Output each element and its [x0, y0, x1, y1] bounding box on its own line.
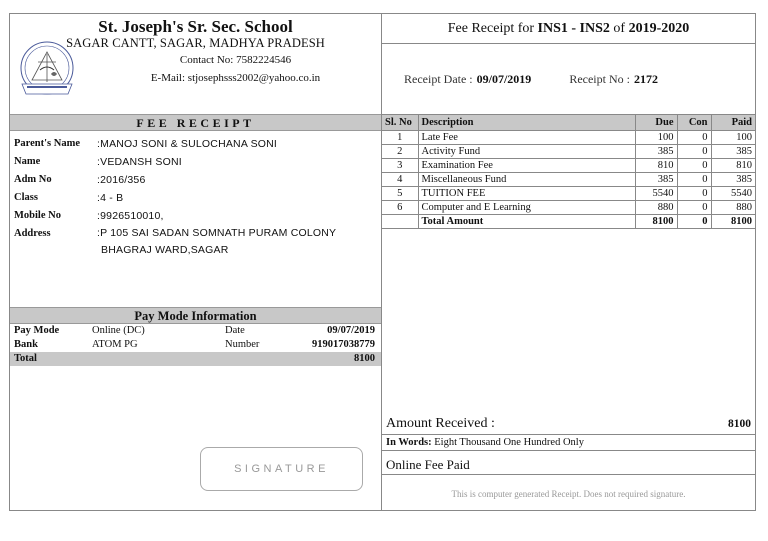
receipt-no-value: 2172 — [633, 71, 658, 86]
paid-status: Online Fee Paid — [382, 455, 755, 475]
table-cell: 2 — [382, 145, 418, 159]
column-header: Sl. No — [382, 115, 418, 131]
info-value: :9926510010, — [97, 210, 164, 222]
pay-mode-value: Online (DC) — [92, 325, 145, 336]
school-name: St. Joseph's Sr. Sec. School — [98, 17, 293, 36]
info-value: :2016/356 — [97, 174, 146, 186]
fee-items-table — [382, 114, 755, 229]
pay-mode-title: Pay Mode Information — [10, 307, 381, 324]
total-cell: 0 — [677, 215, 711, 229]
table-cell: Miscellaneous Fund — [418, 173, 635, 187]
total-cell: Total Amount — [418, 215, 635, 229]
table-total-row — [382, 215, 755, 229]
student-panel — [10, 14, 382, 510]
table-cell: 100 — [635, 131, 677, 145]
table-row — [382, 145, 755, 159]
amount-in-words — [382, 434, 755, 451]
table-cell: 1 — [382, 131, 418, 145]
table-cell: 3 — [382, 159, 418, 173]
table-cell: 385 — [635, 173, 677, 187]
table-cell: 5540 — [635, 187, 677, 201]
table-row — [382, 187, 755, 201]
info-key: Mobile No — [14, 210, 61, 221]
receipt-date-label: Receipt Date : — [404, 71, 473, 86]
student-info-row — [14, 135, 381, 153]
student-info-row — [14, 189, 381, 207]
pay-mode-row — [10, 324, 381, 338]
table-row — [382, 173, 755, 187]
student-info-row — [14, 225, 381, 259]
school-header — [10, 14, 381, 114]
table-cell: 0 — [677, 159, 711, 173]
bank-label: Bank — [14, 339, 38, 350]
table-cell: 5 — [382, 187, 418, 201]
column-header: Description — [418, 115, 635, 131]
table-cell: 0 — [677, 131, 711, 145]
installment-range: INS1 - INS2 — [537, 21, 610, 36]
table-row — [382, 201, 755, 215]
amount-received-value: 8100 — [728, 418, 751, 430]
table-cell: 810 — [635, 159, 677, 173]
table-cell: 880 — [635, 201, 677, 215]
bank-value: ATOM PG — [92, 339, 138, 350]
fee-receipt — [9, 13, 756, 511]
info-value — [97, 225, 381, 259]
number-label: Number — [225, 339, 260, 350]
table-cell: 0 — [677, 187, 711, 201]
amount-received — [382, 414, 755, 434]
table-row — [382, 131, 755, 145]
receipt-no-label: Receipt No : — [569, 71, 630, 86]
address-line-2: BHAGRAJ WARD,SAGAR — [101, 244, 229, 256]
bank-row — [10, 338, 381, 352]
student-info-row — [14, 153, 381, 171]
table-cell: 4 — [382, 173, 418, 187]
pay-mode-section — [10, 307, 381, 366]
address-line-1: :P 105 SAI SADAN SOMNATH PURAM COLONY — [97, 227, 337, 239]
pay-total-row — [10, 352, 381, 366]
in-words-value: Eight Thousand One Hundred Only — [431, 437, 584, 448]
total-value: 8100 — [354, 353, 375, 364]
school-contact: Contact No: 7582224546 — [179, 54, 292, 66]
total-label: Total — [14, 353, 37, 364]
table-cell: 6 — [382, 201, 418, 215]
table-cell: 810 — [711, 159, 755, 173]
column-header: Due — [635, 115, 677, 131]
table-cell: 0 — [677, 173, 711, 187]
pay-mode-label: Pay Mode — [14, 325, 60, 336]
table-cell: Examination Fee — [418, 159, 635, 173]
info-key: Name — [14, 156, 41, 167]
table-cell: 0 — [677, 145, 711, 159]
info-key: Class — [14, 192, 38, 203]
table-cell: TUITION FEE — [418, 187, 635, 201]
table-cell: 0 — [677, 201, 711, 215]
receipt-panel — [382, 14, 755, 510]
info-key: Parent's Name — [14, 138, 80, 149]
receipt-meta — [382, 44, 755, 114]
table-header-row — [382, 115, 755, 131]
table-cell: 385 — [635, 145, 677, 159]
school-crest-icon — [18, 40, 76, 100]
info-value: :VEDANSH SONI — [97, 156, 182, 168]
column-header: Con — [677, 115, 711, 131]
footer-note: This is computer generated Receipt. Does not required signature. — [451, 489, 686, 499]
table-cell: Activity Fund — [418, 145, 635, 159]
student-info — [10, 131, 381, 259]
info-value: :4 - B — [97, 192, 124, 204]
school-address: SAGAR CANTT, SAGAR, MADHYA PRADESH — [66, 36, 325, 50]
info-key: Address — [14, 228, 51, 239]
student-info-row — [14, 207, 381, 225]
table-cell: 5540 — [711, 187, 755, 201]
date-label: Date — [225, 325, 245, 336]
info-key: Adm No — [14, 174, 52, 185]
number-value: 919017038779 — [312, 339, 375, 350]
table-cell: Late Fee — [418, 131, 635, 145]
total-cell: 8100 — [711, 215, 755, 229]
student-info-row — [14, 171, 381, 189]
total-cell: 8100 — [635, 215, 677, 229]
receipt-title: Fee Receipt for INS1 - INS2 of 2019-2020 — [382, 14, 755, 44]
in-words-label: In Words: — [386, 437, 432, 448]
signature-box: SIGNATURE — [200, 447, 363, 491]
table-cell: 385 — [711, 145, 755, 159]
table-cell: Computer and E Learning — [418, 201, 635, 215]
table-cell: 385 — [711, 173, 755, 187]
table-row — [382, 159, 755, 173]
amount-received-label: Amount Received : — [386, 416, 495, 431]
fee-receipt-band: FEE RECEIPT — [10, 114, 381, 131]
table-cell: 880 — [711, 201, 755, 215]
table-cell: 100 — [711, 131, 755, 145]
total-cell — [382, 215, 418, 229]
column-header: Paid — [711, 115, 755, 131]
date-value: 09/07/2019 — [327, 325, 375, 336]
academic-year: 2019-2020 — [628, 21, 690, 36]
school-email: E-Mail: stjosephsss2002@yahoo.co.in — [150, 72, 321, 84]
info-value: :MANOJ SONI & SULOCHANA SONI — [97, 138, 278, 150]
receipt-date-value: 09/07/2019 — [476, 71, 532, 86]
